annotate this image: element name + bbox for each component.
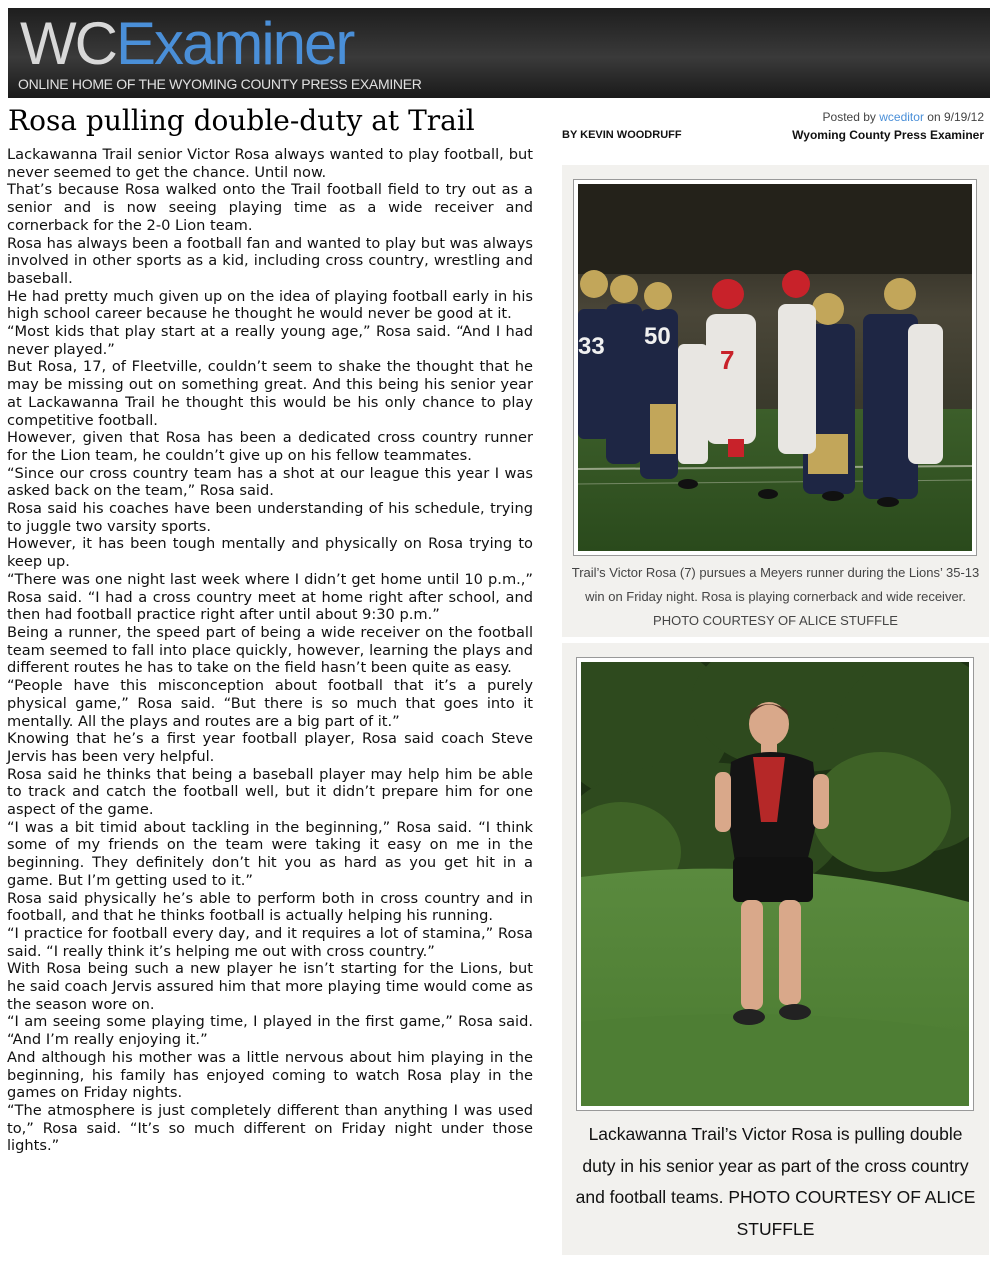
article-paragraph: But Rosa, 17, of Fleetville, couldn’t seem to shake the thought that he may be missing out on something great. And this being his senior year at Lackawanna Trail he thought this would be his only chance to play competitive football. bbox=[7, 358, 533, 429]
article-headline: Rosa pulling double-duty at Trail bbox=[8, 104, 475, 137]
article-body bbox=[7, 146, 533, 1155]
article-paragraph: “I am seeing some playing time, I played in the first game,” Rosa said. “And I’m really enjoying it.” bbox=[7, 1013, 533, 1049]
article-paragraph: Knowing that he’s a first year football player, Rosa said coach Steve Jervis has been very helpful. bbox=[7, 730, 533, 765]
article-paragraph: With Rosa being such a new player he isn’t starting for the Lions, but he said coach Jervis assured him that more playing time would come as the season wore on. bbox=[7, 960, 533, 1013]
article-paragraph: However, given that Rosa has been a dedicated cross country runner for the Lion team, he couldn’t give up on his fellow teammates. bbox=[7, 429, 533, 464]
running-photo-frame bbox=[576, 657, 974, 1111]
article-paragraph: However, it has been tough mentally and physically on Rosa trying to keep up. bbox=[7, 535, 533, 571]
article-byline: BY KEVIN WOODRUFF bbox=[562, 129, 682, 141]
jersey-number-50: 50 bbox=[644, 323, 671, 350]
article-paragraph: Being a runner, the speed part of being a wide receiver on the football team seemed to fall into place quickly, however, learning the plays and different routes he has to take on the field hasn’t been quite as easy. bbox=[7, 623, 533, 677]
posted-prefix: Posted by bbox=[822, 110, 876, 124]
article-paragraph: Lackawanna Trail senior Victor Rosa always wanted to play football, but never seemed to get the chance. Until now. bbox=[7, 146, 533, 181]
logo-wc: WC bbox=[20, 10, 116, 77]
article-paragraph: “The atmosphere is just completely different than anything I was used to,” Rosa said. “It’s so much different on Friday night under those lights.” bbox=[7, 1101, 533, 1155]
site-logo[interactable] bbox=[20, 12, 353, 76]
article-paragraph: He had pretty much given up on the idea of playing football early in his high school career because he thought he would never be good at it. bbox=[7, 287, 533, 323]
article-paragraph: “There was one night last week where I didn’t get home until 10 p.m.,” Rosa said. “I had a cross country meet at home right after school, and then had football practice right after until about 9:30 p.m.” bbox=[7, 570, 533, 624]
logo-examiner: Examiner bbox=[115, 10, 354, 77]
article-paragraph: Rosa has always been a football fan and wanted to play but was always involved in other sports as a kid, including cross country, wrestling and baseball. bbox=[7, 234, 533, 287]
running-photo-caption: Lackawanna Trail’s Victor Rosa is pulling double duty in his senior year as part of the cross country and football teams. PHOTO COURTESY OF ALICE STUFFLE bbox=[575, 1124, 976, 1239]
running-photo-illustration bbox=[581, 662, 969, 1106]
football-photo-box bbox=[562, 165, 989, 637]
posted-info bbox=[823, 110, 984, 124]
article-paragraph: “I was a bit timid about tackling in the beginning,” Rosa said. “I think some of my friends on the team were taking it easy on me in the beginning. They definitely don’t hit you as hard as you get hit in a game. But I’m getting used to it.” bbox=[7, 818, 533, 889]
football-photo-caption: Trail’s Victor Rosa (7) pursues a Meyers runner during the Lions’ 35-13 win on Friday night. Rosa is playing cornerback and wide receiver. PHOTO COURTESY OF ALICE STUFFLE bbox=[571, 565, 980, 628]
running-photo-box bbox=[562, 643, 989, 1255]
football-photo-frame bbox=[573, 179, 977, 556]
posted-date: on 9/19/12 bbox=[927, 110, 984, 124]
article-paragraph: “People have this misconception about football that it’s a purely physical game,” Rosa said. “But there is so much that goes into it mentally. All the plays and routes are a big part of it.” bbox=[7, 677, 533, 730]
jersey-number-33: 33 bbox=[578, 333, 605, 360]
jersey-number-7: 7 bbox=[720, 345, 735, 375]
article-paragraph: Rosa said his coaches have been understanding of his schedule, trying to juggle two varsity sports. bbox=[7, 500, 533, 535]
site-banner[interactable] bbox=[8, 8, 990, 98]
article-paragraph: That’s because Rosa walked onto the Trail football field to try out as a senior and is now seeing playing time as a wide receiver and cornerback for the 2-0 Lion team. bbox=[7, 181, 533, 234]
article-paragraph: And although his mother was a little nervous about him playing in the beginning, his family has enjoyed coming to watch Rosa play in the games on Friday nights. bbox=[7, 1048, 533, 1102]
site-tagline: ONLINE HOME OF THE WYOMING COUNTY PRESS EXAMINER bbox=[18, 76, 422, 92]
posted-author-link[interactable]: wceditor bbox=[879, 110, 924, 124]
article-paragraph: “I practice for football every day, and it requires a lot of stamina,” Rosa said. “I really think it’s helping me out with cross country.” bbox=[7, 924, 533, 960]
article-paragraph: Rosa said physically he’s able to perform both in cross country and in football, and that he thinks football is actually helping his running. bbox=[7, 889, 533, 925]
article-paragraph: “Most kids that play start at a really young age,” Rosa said. “And I had never played.” bbox=[7, 323, 533, 358]
article-source: Wyoming County Press Examiner bbox=[792, 128, 984, 142]
article-paragraph: Rosa said he thinks that being a baseball player may help him be able to track and catch the football well, but it didn’t prepare him for one aspect of the game. bbox=[7, 765, 533, 819]
running-photo[interactable] bbox=[581, 662, 969, 1106]
article-paragraph: “Since our cross country team has a shot at our league this year I was asked back on the team,” Rosa said. bbox=[7, 464, 533, 500]
football-photo[interactable] bbox=[578, 184, 972, 551]
football-photo-illustration bbox=[578, 184, 972, 551]
